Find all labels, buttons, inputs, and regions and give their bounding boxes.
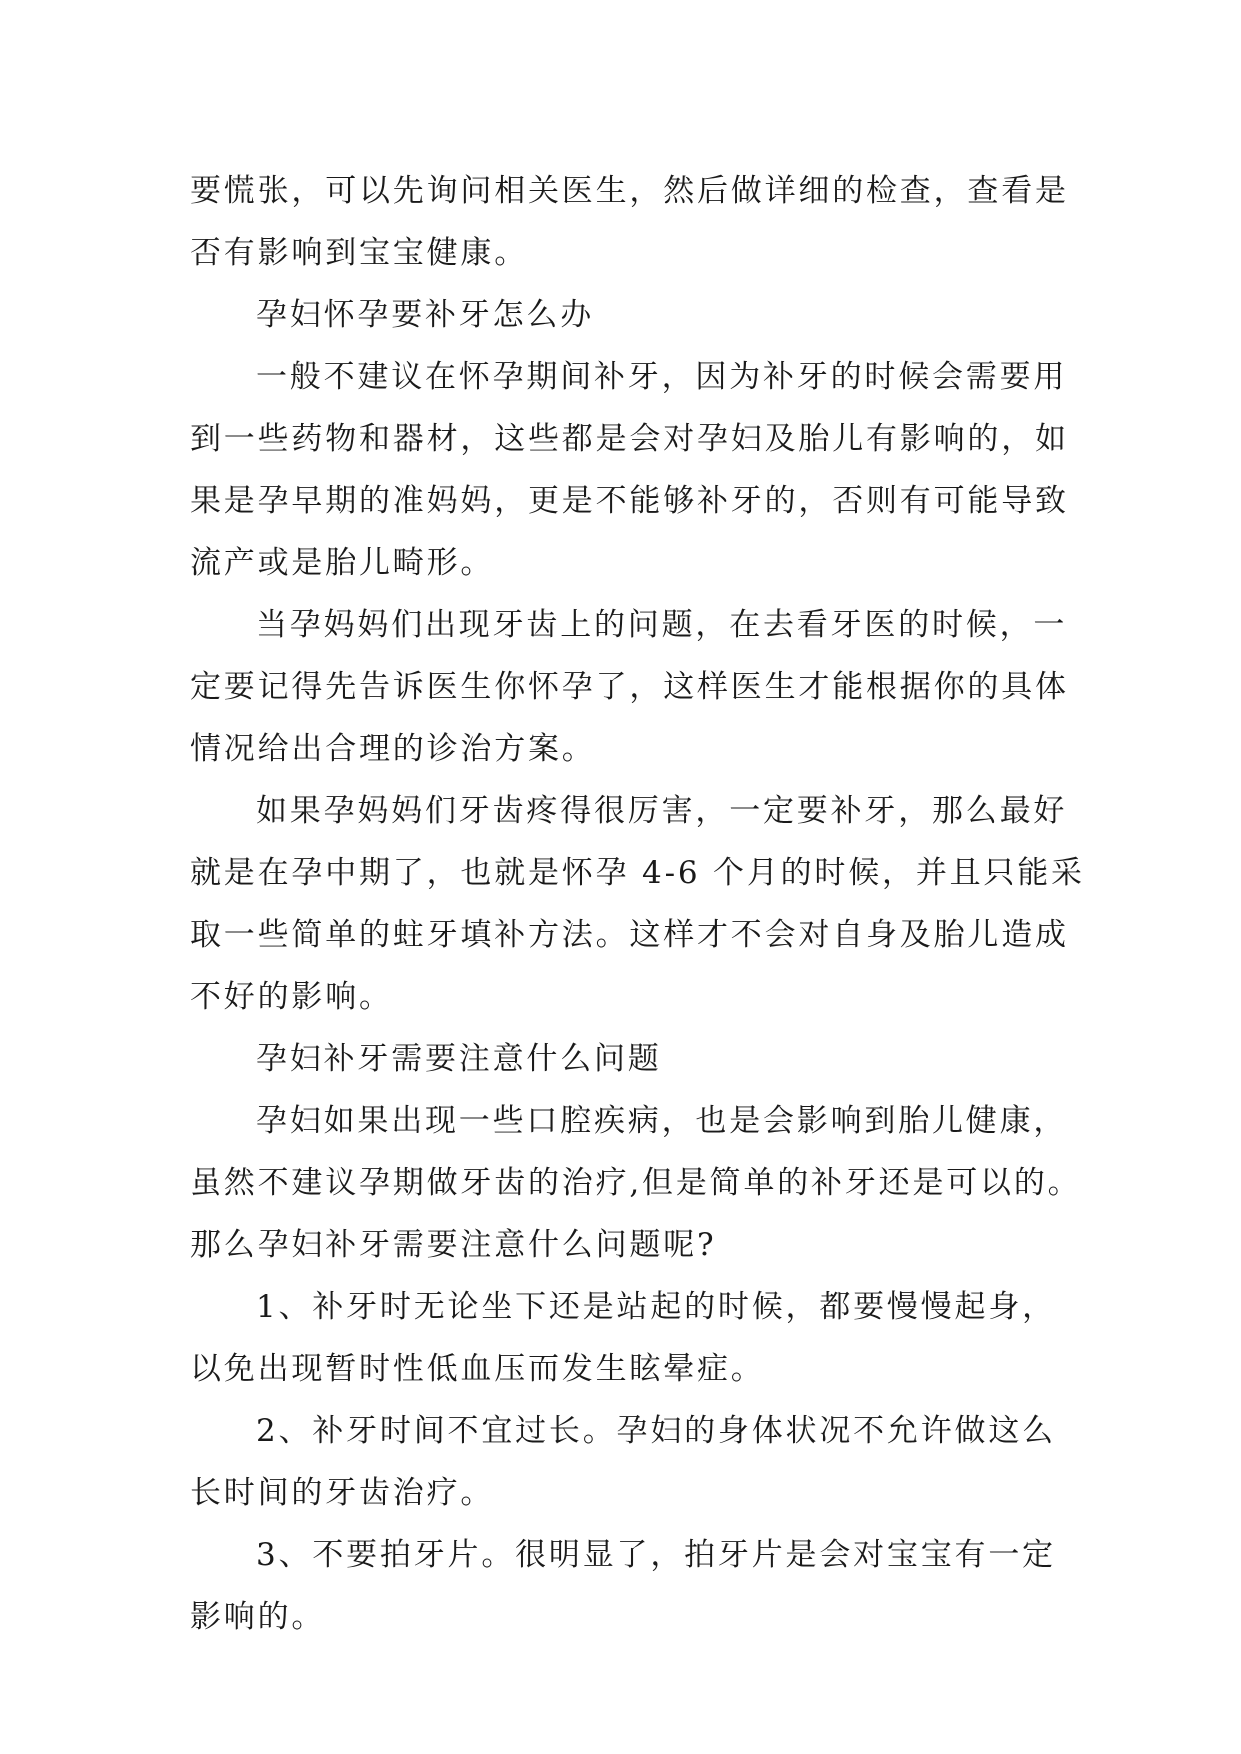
paragraph-first-line: 孕妇如果出现一些口腔疾病，也是会影响到胎儿健康，: [256, 1103, 1068, 1139]
paragraph-first-line: 如果孕妈妈们牙齿疼得很厉害，一定要补牙，那么最好: [256, 793, 1068, 829]
text-line: 定要记得先告诉医生你怀孕了，这样医生才能根据你的具体: [190, 669, 1069, 705]
list-item-3-line: 3、不要拍牙片。很明显了，拍牙片是会对宝宝有一定: [256, 1537, 1056, 1573]
text-line: 那么孕妇补牙需要注意什么问题呢?: [190, 1227, 717, 1263]
text-line: 否有影响到宝宝健康。: [190, 235, 528, 271]
paragraph-first-line: 当孕妈妈们出现牙齿上的问题，在去看牙医的时候，一: [256, 607, 1068, 643]
text-line: 流产或是胎儿畸形。: [190, 545, 495, 581]
text-line: 情况给出合理的诊治方案。: [190, 731, 596, 767]
paragraph-first-line: 一般不建议在怀孕期间补牙，因为补牙的时候会需要用: [256, 359, 1068, 395]
text-line: 影响的。: [190, 1599, 326, 1635]
document-body: [190, 160, 1085, 1648]
text-line: 就是在孕中期了，也就是怀孕 4-6 个月的时候，并且只能采: [190, 855, 1085, 891]
text-line: 不好的影响。: [190, 979, 393, 1015]
text-line: 果是孕早期的准妈妈，更是不能够补牙的，否则有可能导致: [190, 483, 1069, 519]
text-line: 长时间的牙齿治疗。: [190, 1475, 495, 1511]
text-line: 到一些药物和器材，这些都是会对孕妇及胎儿有影响的，如: [190, 421, 1069, 457]
text-line: 以免出现暂时性低血压而发生眩晕症。: [190, 1351, 765, 1387]
section-heading: 孕妇补牙需要注意什么问题: [256, 1041, 662, 1077]
text-line: 取一些简单的蛀牙填补方法。这样才不会对自身及胎儿造成: [190, 917, 1069, 953]
list-item-2-line: 2、补牙时间不宜过长。孕妇的身体状况不允许做这么: [256, 1413, 1056, 1449]
text-line: 虽然不建议孕期做牙齿的治疗,但是简单的补牙还是可以的。: [190, 1165, 1082, 1201]
list-item-1-line: 1、补牙时无论坐下还是站起的时候，都要慢慢起身，: [256, 1289, 1056, 1325]
section-heading: 孕妇怀孕要补牙怎么办: [256, 297, 594, 333]
text-line: 要慌张，可以先询问相关医生，然后做详细的检查，查看是: [190, 173, 1069, 209]
